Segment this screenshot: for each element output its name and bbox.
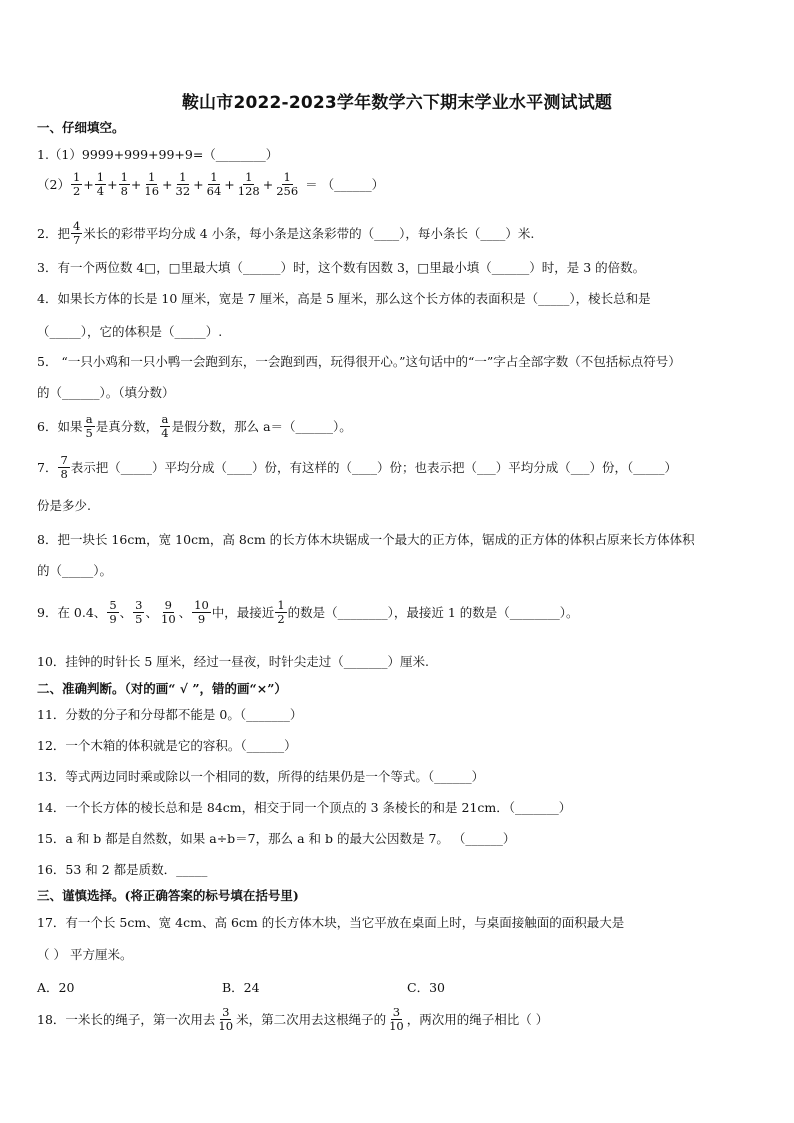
numerator: 7 — [60, 453, 68, 467]
q7-fraction — [58, 454, 69, 481]
question-18 — [37, 1007, 548, 1034]
q7-text-pre: 7． — [37, 460, 58, 475]
denominator: 8 — [60, 467, 68, 481]
question-8-line-1: 8．把一块长 16cm，宽 10cm，高 8cm 的长方体木块锯成一个最大的正方体，锯成的正方体的体积占原来长方体体积 — [37, 532, 695, 547]
denominator: 5 — [85, 426, 93, 440]
question-16: 16．53 和 2 都是质数．_____ — [37, 862, 208, 877]
denominator: 256 — [276, 184, 299, 198]
q6-fraction-1 — [83, 413, 94, 440]
q2-text-post: 米长的彩带平均分成 4 小条，每小条是这条彩带的（____），每小条长（____）米. — [83, 226, 535, 241]
denominator: 10 — [218, 1019, 234, 1033]
denominator: 7 — [72, 233, 81, 247]
numerator: 1 — [277, 598, 285, 612]
q18-text-pre: 18．一米长的绳子，第一次用去 — [37, 1012, 216, 1027]
question-4-line-1: 4．如果长方体的长是 10 厘米，宽是 7 厘米，高是 5 厘米，那么这个长方体的表面积是（_____），棱长总和是 — [37, 291, 651, 306]
denominator: 10 — [161, 612, 176, 626]
q18-text-post: ，两次用的绳子相比（ ） — [406, 1012, 549, 1027]
denominator: 2 — [72, 184, 81, 198]
question-15: 15．a 和 b 都是自然数，如果 a÷b＝7，那么 a 和 b 的最大公因数是 7。 （______） — [37, 831, 516, 846]
numerator: 1 — [72, 170, 81, 184]
question-7-line-1 — [37, 455, 677, 482]
q6-text-post: 是假分数，那么 a＝（______）。 — [171, 419, 352, 434]
question-6 — [37, 414, 352, 441]
q9-fraction-2 — [133, 599, 144, 626]
denominator: 64 — [206, 184, 222, 198]
question-4-line-2: （_____），它的体积是（_____）. — [37, 324, 223, 339]
denominator: 9 — [109, 612, 117, 626]
q9-text-pre: 9．在 0.4、 — [37, 605, 107, 620]
question-17-line-2: （ ） 平方厘米。 — [37, 947, 133, 962]
question-13: 13．等式两边同时乘或除以一个相同的数，所得的结果仍是一个等式。（______） — [37, 769, 485, 784]
numerator: 3 — [222, 1005, 230, 1019]
q1b-text-post: ＝ （______） — [305, 177, 385, 192]
q2-fraction — [71, 220, 82, 247]
denominator: 10 — [389, 1019, 404, 1033]
plus-sign: + — [224, 177, 235, 192]
q2-text-pre: 2．把 — [37, 226, 70, 241]
denominator: 8 — [120, 184, 128, 198]
numerator: 1 — [148, 170, 156, 184]
q1b-fraction — [174, 171, 193, 198]
plus-sign: + — [193, 177, 204, 192]
denominator: 9 — [197, 612, 206, 626]
numerator: 9 — [164, 598, 172, 612]
plus-sign: + — [107, 177, 118, 192]
q9-text-mid: 中，最接近 — [211, 605, 275, 620]
question-17-line-1: 17．有一个长 5cm、宽 4cm、高 6cm 的长方体木块，当它平放在桌面上时，与桌面接触面的面积最大是 — [37, 915, 625, 930]
q1b-fraction — [95, 171, 106, 198]
page-title: 鞍山市2022-2023学年数学六下期末学业水平测试试题 — [181, 93, 613, 113]
numerator: a — [85, 412, 93, 426]
q18-text-mid: 米，第二次用去这根绳子的 — [236, 1012, 387, 1027]
q9-text-post: 的数是（________），最接近 1 的数是（________）。 — [287, 605, 579, 620]
denominator: 16 — [144, 184, 160, 198]
q9-separator: 、 — [145, 605, 158, 620]
question-14: 14．一个长方体的棱长总和是 84cm，相交于同一个顶点的 3 条棱长的和是 21cm．（_______） — [37, 800, 572, 815]
q18-fraction-2 — [387, 1006, 406, 1033]
denominator: 4 — [96, 184, 105, 198]
numerator: 5 — [109, 598, 117, 612]
question-12: 12．一个木箱的体积就是它的容积。（______） — [37, 738, 297, 753]
question-1-part-1: 1.（1）9999+999+99+9=（________） — [37, 147, 279, 162]
q9-fraction-1 — [107, 599, 118, 626]
q6-text-pre: 6．如果 — [37, 419, 83, 434]
numerator: 4 — [72, 219, 81, 233]
question-5-line-1: 5． “一只小鸡和一只小鸭一会跑到东，一会跑到西，玩得很开心。”这句话中的“一”字占全部字数（不包括标点符号） — [37, 354, 681, 369]
q17-option-a: A．20 — [37, 980, 75, 995]
question-3: 3．有一个两位数 4□，□里最大填（______）时，这个数有因数 3，□里最小填（______）时，是 3 的倍数。 — [37, 260, 646, 275]
q18-fraction-1 — [216, 1006, 235, 1033]
q9-fraction-3 — [159, 599, 178, 626]
q9-separator: 、 — [178, 605, 192, 620]
q1b-fraction — [142, 171, 161, 198]
q1b-fraction — [236, 171, 262, 198]
question-8-line-2: 的（_____）。 — [37, 563, 113, 578]
section-3-heading: 三、谨慎选择。(将正确答案的标号填在括号里) — [37, 888, 299, 903]
q17-option-b: B．24 — [222, 980, 260, 995]
q1b-fraction — [205, 171, 224, 198]
numerator: 3 — [135, 598, 143, 612]
q9-fraction-4 — [192, 599, 211, 626]
q1b-text-pre: （2） — [37, 177, 70, 192]
denominator: 4 — [161, 426, 169, 440]
q6-text-mid: 是真分数， — [95, 419, 159, 434]
question-1-part-2 — [37, 172, 384, 199]
numerator: 1 — [179, 170, 187, 184]
question-9 — [37, 600, 579, 627]
denominator: 128 — [237, 184, 260, 198]
q1b-fraction — [119, 171, 130, 198]
plus-sign: + — [162, 177, 173, 192]
plus-sign: + — [262, 177, 274, 192]
numerator: 1 — [245, 170, 253, 184]
numerator: 1 — [120, 170, 128, 184]
plus-sign: + — [130, 177, 142, 192]
question-7-line-2: 份是多少. — [37, 498, 91, 513]
q1b-fraction — [274, 171, 300, 198]
numerator: a — [161, 412, 169, 426]
numerator: 1 — [283, 170, 291, 184]
question-10: 10．挂钟的时针长 5 厘米，经过一昼夜，时针尖走过（_______）厘米. — [37, 654, 430, 669]
numerator: 1 — [96, 170, 105, 184]
section-1-heading: 一、仔细填空。 — [37, 120, 125, 135]
plus-sign: + — [83, 177, 94, 192]
question-11: 11．分数的分子和分母都不能是 0。（_______） — [37, 707, 303, 722]
q9-fraction-half — [275, 599, 286, 626]
q7-text-post: 表示把（_____）平均分成（____）份，有这样的（____）份；也表示把（___）平均分成（___）份，（_____） — [70, 460, 678, 475]
q17-option-c: C．30 — [407, 980, 445, 995]
section-2-heading: 二、准确判断。（对的画“ √ ”，错的画“×”） — [37, 681, 287, 696]
q9-separator: 、 — [119, 605, 133, 620]
numerator: 10 — [194, 598, 209, 612]
q6-fraction-2 — [159, 413, 170, 440]
numerator: 3 — [392, 1005, 401, 1019]
denominator: 5 — [135, 612, 143, 626]
denominator: 2 — [277, 612, 285, 626]
denominator: 32 — [175, 184, 191, 198]
q1b-fraction — [71, 171, 82, 198]
question-5-line-2: 的（______）。（填分数） — [37, 385, 175, 400]
numerator: 1 — [210, 170, 218, 184]
question-2 — [37, 221, 534, 248]
